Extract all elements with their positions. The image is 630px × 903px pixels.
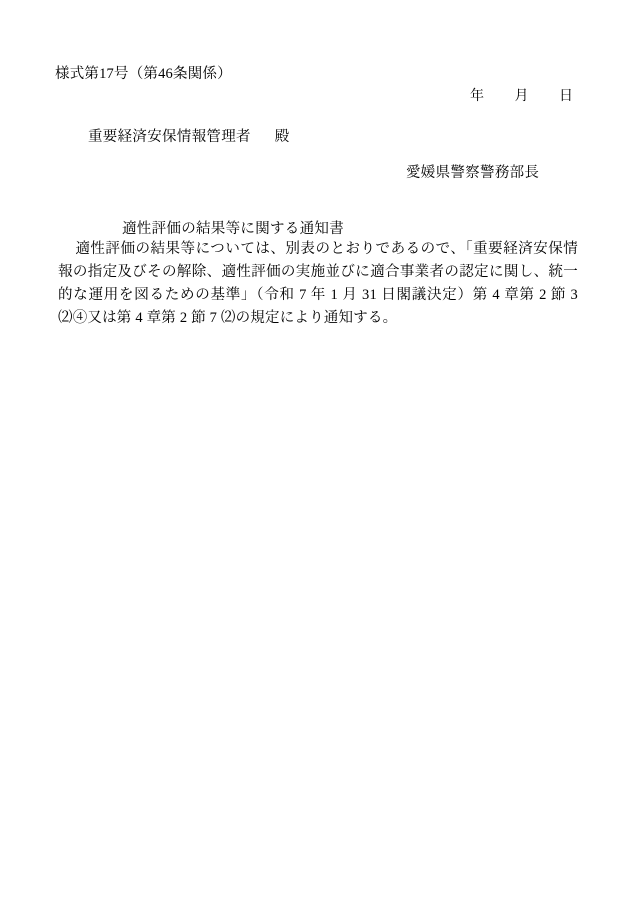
- date-day: 日: [559, 89, 574, 104]
- addressee: [88, 125, 290, 146]
- date-month: 月: [514, 89, 529, 104]
- document-title: 適性評価の結果等に関する通知書: [122, 221, 344, 237]
- body-paragraph: 適性評価の結果等については、別表のとおりであるので、「重要経済安保情報の指定及びその解除、適性評価の実施並びに適合事業者の認定に関し、統一的な運用を図るための基準」（令和 7 年 1 月 31 日閣議決定）第 4 章第 2 節 3 ⑵④又は第 4 章第 2 節 7 ⑵の規定により通知する。: [58, 241, 578, 326]
- form-number: 様式第17号（第46条関係）: [55, 66, 232, 82]
- addressee-name: 重要経済安保情報管理者: [88, 129, 251, 145]
- issuer-name: 愛媛県警察警務部長: [406, 165, 540, 181]
- body-text-block: [58, 238, 578, 330]
- date-line: [470, 85, 574, 105]
- date-year: 年: [470, 89, 485, 104]
- addressee-honorific: 殿: [274, 129, 290, 145]
